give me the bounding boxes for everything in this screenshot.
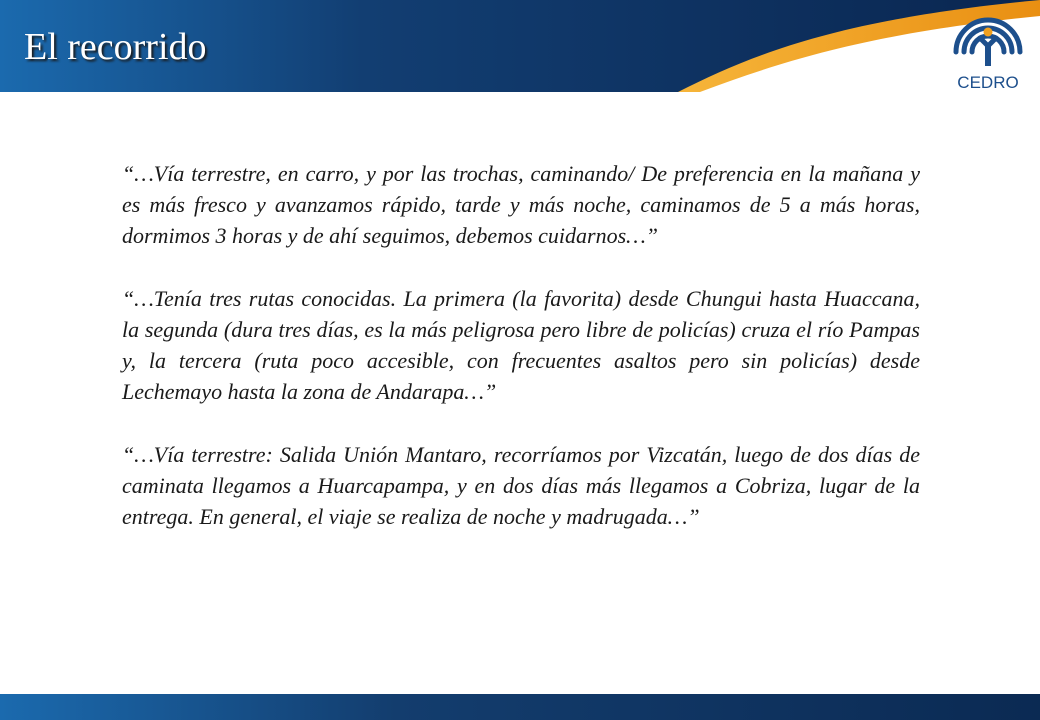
quote-paragraph: “…Vía terrestre, en carro, y por las trochas, caminando/ De preferencia en la mañana y es más fresco y avanzamos rápido, tarde y más noche, caminamos de 5 a más horas, dormimos 3 horas y de ahí seguimos, debemos cuidarnos…” <box>122 161 920 248</box>
quote-paragraph: “…Tenía tres rutas conocidas. La primera (la favorita) desde Chungui hasta Huaccana, la segunda (dura tres días, es la más peligrosa pero libre de policías) cruza el río Pampas y, la tercera (ruta poco accesible, con frecuentes asaltos pero sin policías) desde Lechemayo hasta la zona de Andarapa…” <box>122 286 920 404</box>
header-banner <box>0 0 1040 92</box>
slide-title: El recorrido <box>24 26 207 68</box>
footer-bar <box>0 694 1040 720</box>
cedro-logo <box>942 4 1034 92</box>
quote-paragraph: “…Vía terrestre: Salida Unión Mantaro, recorríamos por Vizcatán, luego de dos días de caminata llegamos a Huarcapampa, y en dos días más llegamos a Cobriza, lugar de la entrega. En general, el viaje se realiza de noche y madrugada…” <box>122 442 920 529</box>
logo-text: CEDRO <box>957 73 1019 92</box>
quotes-section <box>122 158 920 564</box>
cedro-logo-icon <box>942 4 1034 74</box>
